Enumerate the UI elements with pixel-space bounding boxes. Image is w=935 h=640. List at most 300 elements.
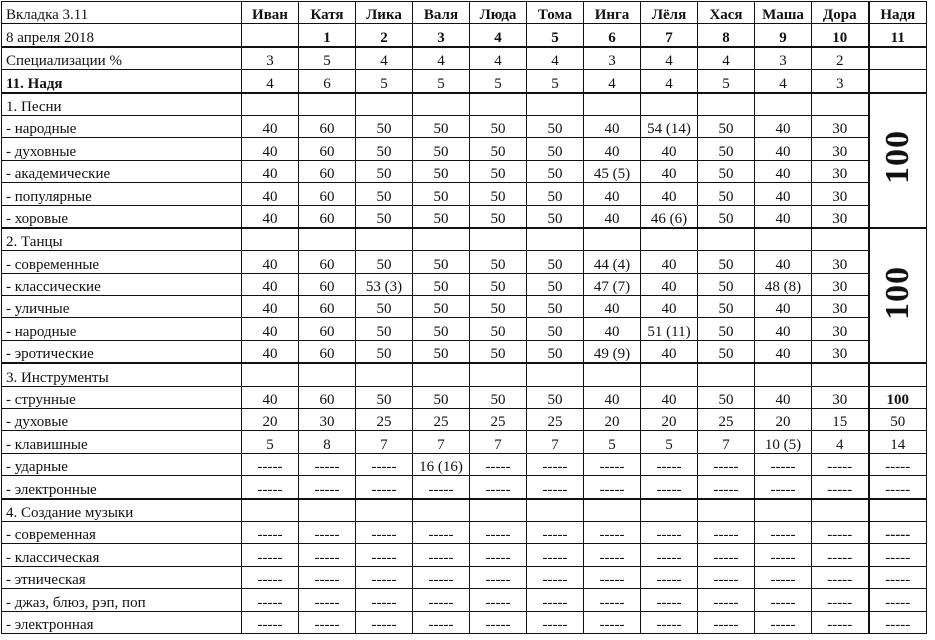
cell-value: 40 — [641, 160, 698, 182]
cell-value: 50 — [413, 115, 470, 137]
cell-value: 44 (4) — [584, 251, 641, 273]
cell-value: ----- — [698, 566, 755, 588]
cell-value: ----- — [869, 476, 927, 499]
empty-cell — [470, 228, 527, 251]
empty-cell — [584, 499, 641, 522]
cell-value: 50 — [470, 160, 527, 182]
section-title: 2. Танцы — [2, 228, 242, 251]
table-row — [2, 183, 927, 205]
empty-cell — [242, 363, 299, 386]
cell-value: 40 — [755, 205, 812, 228]
cell-value: ----- — [755, 544, 812, 566]
cell-value: 20 — [755, 409, 812, 431]
specialization-table — [1, 1, 927, 634]
cell-value: 40 — [641, 251, 698, 273]
section-title-row — [2, 499, 927, 522]
table-row — [2, 589, 927, 611]
cell-value: ----- — [812, 453, 869, 475]
table-row — [2, 273, 927, 295]
cell-value: 25 — [698, 409, 755, 431]
cell-value: 40 — [755, 183, 812, 205]
cell-value: ----- — [413, 589, 470, 611]
empty-cell — [356, 363, 413, 386]
cell-value: 50 — [413, 251, 470, 273]
cell-value: 40 — [755, 160, 812, 182]
cell-value: 4 — [413, 47, 470, 70]
table-title: Вкладка 3.11 — [2, 2, 242, 24]
cell-value: ----- — [584, 611, 641, 633]
cell-value: 4 — [470, 47, 527, 70]
cell-value: 40 — [755, 340, 812, 363]
cell-value: 50 — [356, 340, 413, 363]
cell-value: 5 — [242, 431, 299, 453]
empty-cell — [299, 93, 356, 116]
cell-value: ----- — [299, 611, 356, 633]
cell-value: ----- — [755, 476, 812, 499]
cell-value: 40 — [641, 296, 698, 318]
header-numbers-row — [2, 24, 927, 47]
cell-value: 30 — [812, 318, 869, 340]
cell-value: 50 — [470, 115, 527, 137]
cell-value: 50 — [413, 138, 470, 160]
empty-cell — [299, 363, 356, 386]
cell-value: 30 — [812, 183, 869, 205]
cell-value: 50 — [698, 138, 755, 160]
cell-value: ----- — [356, 611, 413, 633]
row-label: - струнные — [2, 386, 242, 408]
cell-value: 50 — [356, 160, 413, 182]
cell-value: 5 — [413, 70, 470, 93]
cell-value: 40 — [641, 183, 698, 205]
cell-value: 50 — [698, 205, 755, 228]
column-number: 9 — [755, 24, 812, 47]
cell-value: 60 — [299, 318, 356, 340]
cell-value: 25 — [413, 409, 470, 431]
cell-value: 40 — [584, 386, 641, 408]
cell-value: 40 — [242, 183, 299, 205]
cell-value: 40 — [242, 296, 299, 318]
empty-cell — [242, 93, 299, 116]
cell-value: 25 — [527, 409, 584, 431]
cell-value — [869, 70, 927, 93]
table-row — [2, 340, 927, 363]
cell-value: 8 — [299, 431, 356, 453]
cell-value: 20 — [641, 409, 698, 431]
empty-cell — [299, 499, 356, 522]
row-label: - народные — [2, 318, 242, 340]
cell-value: ----- — [470, 611, 527, 633]
row-label: - электронные — [2, 476, 242, 499]
column-name: Лика — [356, 2, 413, 24]
empty-cell — [527, 499, 584, 522]
cell-value: 60 — [299, 205, 356, 228]
empty-cell — [641, 93, 698, 116]
cell-value: 40 — [641, 273, 698, 295]
cell-value: 40 — [242, 115, 299, 137]
cell-value: 30 — [812, 160, 869, 182]
empty-cell — [527, 363, 584, 386]
cell-value: 50 — [698, 296, 755, 318]
row-label: - народные — [2, 115, 242, 137]
cell-value: 50 — [413, 296, 470, 318]
empty-cell — [413, 93, 470, 116]
cell-value: ----- — [413, 566, 470, 588]
cell-value: ----- — [470, 476, 527, 499]
cell-value: 16 (16) — [413, 453, 470, 475]
cell-value: ----- — [869, 453, 927, 475]
row-label: - ударные — [2, 453, 242, 475]
column-name: Люда — [470, 2, 527, 24]
cell-value: 7 — [413, 431, 470, 453]
cell-value: 30 — [812, 205, 869, 228]
cell-value: 60 — [299, 340, 356, 363]
cell-value: 30 — [812, 340, 869, 363]
cell-value: ----- — [698, 589, 755, 611]
cell-value: ----- — [527, 589, 584, 611]
cell-value: 40 — [242, 205, 299, 228]
cell-value: 48 (8) — [755, 273, 812, 295]
cell-value: 50 — [470, 340, 527, 363]
cell-value: 40 — [755, 138, 812, 160]
cell-value: 40 — [641, 340, 698, 363]
cell-value: ----- — [470, 566, 527, 588]
cell-value: 50 — [527, 251, 584, 273]
empty-cell — [812, 363, 869, 386]
empty-cell — [356, 499, 413, 522]
cell-value: 50 — [356, 138, 413, 160]
cell-value: 60 — [299, 115, 356, 137]
cell-value: 40 — [242, 386, 299, 408]
cell-value: ----- — [527, 566, 584, 588]
empty-cell — [869, 363, 927, 386]
cell-value: 7 — [698, 431, 755, 453]
empty-cell — [356, 228, 413, 251]
cell-value: 50 — [698, 183, 755, 205]
column-number: 6 — [584, 24, 641, 47]
section-title-row — [2, 228, 927, 251]
cell-value: 5 — [299, 47, 356, 70]
row-label: - джаз, блюз, рэп, поп — [2, 589, 242, 611]
cell-value: 50 — [470, 318, 527, 340]
cell-value: ----- — [470, 589, 527, 611]
column-number: 4 — [470, 24, 527, 47]
cell-value: 5 — [527, 70, 584, 93]
empty-cell — [755, 499, 812, 522]
cell-value: ----- — [470, 453, 527, 475]
cell-value: 30 — [812, 273, 869, 295]
table-row — [2, 453, 927, 475]
cell-value: ----- — [584, 566, 641, 588]
cell-value: 40 — [584, 183, 641, 205]
empty-cell — [470, 93, 527, 116]
cell-value: 50 — [413, 318, 470, 340]
empty-cell — [755, 363, 812, 386]
empty-cell — [698, 363, 755, 386]
table-row — [2, 296, 927, 318]
cell-value: ----- — [242, 521, 299, 543]
cell-value: 40 — [755, 251, 812, 273]
cell-value: ----- — [356, 589, 413, 611]
cell-value: 40 — [641, 138, 698, 160]
empty-cell — [299, 228, 356, 251]
empty-cell — [413, 228, 470, 251]
cell-value: 40 — [242, 340, 299, 363]
table-row — [2, 566, 927, 588]
cell-value: 30 — [299, 409, 356, 431]
cell-value: ----- — [413, 544, 470, 566]
cell-value: 2 — [812, 47, 869, 70]
cell-value: 50 — [527, 205, 584, 228]
cell-value: 4 — [812, 431, 869, 453]
cell-value: 50 — [527, 138, 584, 160]
cell-value: 50 — [869, 409, 927, 431]
cell-value: ----- — [869, 589, 927, 611]
cell-value: 50 — [470, 296, 527, 318]
cell-value: ----- — [242, 566, 299, 588]
cell-value: 50 — [698, 318, 755, 340]
section-title-row — [2, 93, 927, 116]
cell-value: 40 — [755, 318, 812, 340]
cell-value: ----- — [584, 544, 641, 566]
cell-value: ----- — [527, 611, 584, 633]
column-name: Иван — [242, 2, 299, 24]
cell-value: 25 — [356, 409, 413, 431]
column-name: Валя — [413, 2, 470, 24]
cell-value: 7 — [527, 431, 584, 453]
cell-value: ----- — [812, 589, 869, 611]
cell-value: 4 — [755, 70, 812, 93]
cell-value: 50 — [413, 340, 470, 363]
spec-row — [2, 47, 927, 70]
cell-value: ----- — [242, 544, 299, 566]
header-names-row — [2, 2, 927, 24]
cell-value: 40 — [584, 296, 641, 318]
cell-value: ----- — [470, 544, 527, 566]
table-row — [2, 521, 927, 543]
cell-value: 40 — [755, 296, 812, 318]
cell-value: 50 — [356, 183, 413, 205]
row-label: Специализации % — [2, 47, 242, 70]
cell-value: 100 — [869, 386, 927, 408]
cell-value: 50 — [698, 340, 755, 363]
cell-value: 50 — [356, 115, 413, 137]
cell-value: ----- — [812, 611, 869, 633]
empty-cell — [755, 228, 812, 251]
cell-value: 7 — [470, 431, 527, 453]
cell-value: 14 — [869, 431, 927, 453]
column-number — [242, 24, 299, 47]
row-label: - духовые — [2, 409, 242, 431]
cell-value: 4 — [356, 47, 413, 70]
table-row — [2, 386, 927, 408]
cell-value: 4 — [641, 47, 698, 70]
empty-cell — [641, 499, 698, 522]
cell-value: ----- — [356, 521, 413, 543]
cell-value: 60 — [299, 386, 356, 408]
cell-value: 4 — [641, 70, 698, 93]
column-number: 1 — [299, 24, 356, 47]
row-label: - классические — [2, 273, 242, 295]
cell-value: ----- — [641, 611, 698, 633]
section-title: 3. Инструменты — [2, 363, 242, 386]
cell-value: 40 — [641, 386, 698, 408]
column-number: 10 — [812, 24, 869, 47]
cell-value: ----- — [356, 476, 413, 499]
cell-value: 50 — [527, 296, 584, 318]
table-row — [2, 544, 927, 566]
table-row — [2, 251, 927, 273]
cell-value: 50 — [698, 115, 755, 137]
column-number: 7 — [641, 24, 698, 47]
column-name: Хася — [698, 2, 755, 24]
cell-value: 45 (5) — [584, 160, 641, 182]
table-row — [2, 160, 927, 182]
cell-value: 30 — [812, 138, 869, 160]
cell-value: 40 — [242, 160, 299, 182]
section-total: 100 — [878, 265, 916, 320]
empty-cell — [584, 363, 641, 386]
row-label: - электронная — [2, 611, 242, 633]
cell-value: ----- — [527, 544, 584, 566]
column-name: Тома — [527, 2, 584, 24]
section-total-cell — [869, 228, 927, 363]
table-row — [2, 476, 927, 499]
cell-value: ----- — [641, 453, 698, 475]
cell-value: 3 — [584, 47, 641, 70]
cell-value: 40 — [242, 251, 299, 273]
cell-value: ----- — [242, 611, 299, 633]
cell-value: ----- — [584, 453, 641, 475]
cell-value: ----- — [755, 589, 812, 611]
cell-value: ----- — [641, 589, 698, 611]
cell-value: 40 — [755, 386, 812, 408]
empty-cell — [413, 363, 470, 386]
table-row — [2, 431, 927, 453]
section-title: 4. Создание музыки — [2, 499, 242, 522]
cell-value: 40 — [584, 138, 641, 160]
cell-value: ----- — [299, 453, 356, 475]
row-label: - классическая — [2, 544, 242, 566]
row-label: - духовные — [2, 138, 242, 160]
empty-cell — [584, 93, 641, 116]
table-row — [2, 205, 927, 228]
cell-value: ----- — [470, 521, 527, 543]
empty-cell — [812, 93, 869, 116]
cell-value: ----- — [413, 476, 470, 499]
cell-value: 50 — [698, 386, 755, 408]
cell-value: ----- — [527, 521, 584, 543]
cell-value: 50 — [698, 160, 755, 182]
row-label: 11. Надя — [2, 70, 242, 93]
row-label: - современная — [2, 521, 242, 543]
cell-value: ----- — [755, 566, 812, 588]
empty-cell — [470, 499, 527, 522]
cell-value: 20 — [584, 409, 641, 431]
empty-cell — [584, 228, 641, 251]
cell-value: ----- — [755, 611, 812, 633]
cell-value: 60 — [299, 138, 356, 160]
cell-value: 3 — [242, 47, 299, 70]
cell-value: ----- — [869, 611, 927, 633]
cell-value: 60 — [299, 296, 356, 318]
column-name: Надя — [869, 2, 927, 24]
cell-value: 46 (6) — [641, 205, 698, 228]
cell-value: ----- — [356, 566, 413, 588]
cell-value: 4 — [527, 47, 584, 70]
row-label: - клавишные — [2, 431, 242, 453]
cell-value: ----- — [299, 521, 356, 543]
cell-value: ----- — [641, 544, 698, 566]
cell-value: 60 — [299, 160, 356, 182]
column-number: 11 — [869, 24, 927, 47]
cell-value: 50 — [470, 273, 527, 295]
column-name: Катя — [299, 2, 356, 24]
row-label: - хоровые — [2, 205, 242, 228]
cell-value: 47 (7) — [584, 273, 641, 295]
empty-cell — [527, 93, 584, 116]
cell-value: 7 — [356, 431, 413, 453]
cell-value: ----- — [869, 521, 927, 543]
cell-value: ----- — [641, 521, 698, 543]
cell-value: ----- — [869, 566, 927, 588]
cell-value: 5 — [698, 70, 755, 93]
cell-value: 50 — [413, 183, 470, 205]
cell-value: 6 — [299, 70, 356, 93]
cell-value: ----- — [698, 453, 755, 475]
cell-value: 53 (3) — [356, 273, 413, 295]
empty-cell — [698, 499, 755, 522]
cell-value: ----- — [641, 566, 698, 588]
cell-value: 50 — [470, 251, 527, 273]
nadya-row — [2, 70, 927, 93]
cell-value: 60 — [299, 251, 356, 273]
cell-value: 50 — [470, 183, 527, 205]
cell-value: ----- — [584, 589, 641, 611]
cell-value: 40 — [584, 205, 641, 228]
cell-value: 50 — [356, 318, 413, 340]
cell-value: ----- — [698, 521, 755, 543]
table-row — [2, 115, 927, 137]
empty-cell — [812, 499, 869, 522]
cell-value: ----- — [299, 544, 356, 566]
cell-value: 50 — [527, 183, 584, 205]
cell-value — [869, 47, 927, 70]
cell-value: ----- — [584, 476, 641, 499]
empty-cell — [698, 93, 755, 116]
row-label: - современные — [2, 251, 242, 273]
section-title: 1. Песни — [2, 93, 242, 116]
cell-value: 40 — [755, 115, 812, 137]
cell-value: ----- — [299, 476, 356, 499]
cell-value: 50 — [527, 386, 584, 408]
section-total: 100 — [878, 130, 916, 185]
cell-value: 40 — [584, 115, 641, 137]
cell-value: ----- — [299, 589, 356, 611]
cell-value: ----- — [869, 544, 927, 566]
cell-value: 50 — [698, 273, 755, 295]
cell-value: ----- — [812, 476, 869, 499]
cell-value: 30 — [812, 296, 869, 318]
empty-cell — [242, 499, 299, 522]
empty-cell — [869, 499, 927, 522]
cell-value: 50 — [356, 205, 413, 228]
cell-value: ----- — [356, 544, 413, 566]
cell-value: 5 — [584, 431, 641, 453]
cell-value: 50 — [470, 386, 527, 408]
column-name: Маша — [755, 2, 812, 24]
cell-value: ----- — [242, 476, 299, 499]
table-row — [2, 611, 927, 633]
